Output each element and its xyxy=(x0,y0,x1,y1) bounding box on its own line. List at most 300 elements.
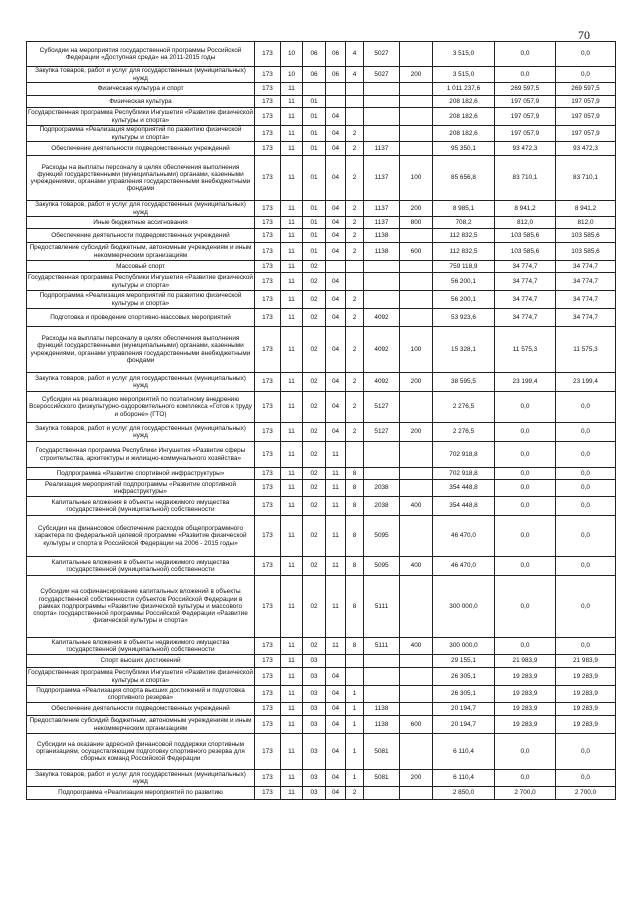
amount-2015-cell: 3 515,0 xyxy=(433,67,495,83)
item-name-cell: Закупка товаров, работ и услуг для государственных (муниципальных) нужд xyxy=(27,770,255,787)
subsection-code-cell: 01 xyxy=(303,96,326,108)
subsection-code-cell: 03 xyxy=(303,716,326,734)
amount-2015-cell: 2 276,5 xyxy=(433,423,495,442)
amount-2017-cell: 34 774,7 xyxy=(556,261,616,273)
table-row xyxy=(27,67,616,83)
ved-code-cell: 173 xyxy=(255,156,281,201)
ved-code-cell: 173 xyxy=(255,442,281,468)
direction-code-cell: 4092 xyxy=(364,309,400,327)
ved-code-cell: 173 xyxy=(255,126,281,142)
program-code-cell: 04 xyxy=(326,126,346,142)
ved-code-cell: 173 xyxy=(255,716,281,734)
expense-type-code-cell xyxy=(400,42,433,67)
table-row xyxy=(27,497,616,516)
section-code-cell: 11 xyxy=(281,668,303,686)
amount-2017-cell: 19 283,9 xyxy=(556,703,616,716)
direction-code-cell: 1137 xyxy=(364,142,400,156)
ved-code-cell: 173 xyxy=(255,261,281,273)
expense-type-code-cell xyxy=(400,96,433,108)
amount-2015-cell: 1 011 237,6 xyxy=(433,83,495,96)
subsection-code-cell: 06 xyxy=(303,42,326,67)
subprogram-code-cell: 1 xyxy=(346,734,364,770)
amount-2017-cell: 0,0 xyxy=(556,557,616,576)
expense-type-code-cell xyxy=(400,516,433,557)
table-row xyxy=(27,373,616,392)
item-name-cell: Массовый спорт xyxy=(27,261,255,273)
expense-type-code-cell xyxy=(400,142,433,156)
amount-2015-cell: 702 918,8 xyxy=(433,468,495,480)
expense-type-code-cell: 200 xyxy=(400,373,433,392)
table-row xyxy=(27,229,616,243)
ved-code-cell: 173 xyxy=(255,373,281,392)
amount-2016-cell: 0,0 xyxy=(495,67,556,83)
subsection-code-cell: 02 xyxy=(303,373,326,392)
amount-2015-cell: 6 110,4 xyxy=(433,770,495,787)
direction-code-cell: 1138 xyxy=(364,703,400,716)
section-code-cell: 11 xyxy=(281,291,303,309)
section-code-cell: 11 xyxy=(281,142,303,156)
direction-code-cell xyxy=(364,291,400,309)
amount-2015-cell: 2 850,0 xyxy=(433,787,495,800)
ved-code-cell: 173 xyxy=(255,243,281,261)
direction-code-cell: 1138 xyxy=(364,716,400,734)
subprogram-code-cell: 2 xyxy=(346,291,364,309)
ved-code-cell: 173 xyxy=(255,423,281,442)
item-name-cell: Расходы на выплаты персоналу в целях обеспечения выполнения функций государственными (муниципальными) органами, казенными учреждениями, органами управления государственными внебюджетными фондами xyxy=(27,156,255,201)
amount-2015-cell: 354 448,8 xyxy=(433,497,495,516)
item-name-cell: Капитальные вложения в объекты недвижимого имущества государственной (муниципальной) собственности xyxy=(27,638,255,655)
program-code-cell: 11 xyxy=(326,442,346,468)
table-row xyxy=(27,96,616,108)
section-code-cell: 11 xyxy=(281,716,303,734)
program-code-cell: 04 xyxy=(326,142,346,156)
amount-2017-cell: 0,0 xyxy=(556,480,616,497)
subprogram-code-cell: 8 xyxy=(346,638,364,655)
subsection-code-cell xyxy=(303,83,326,96)
table-row xyxy=(27,142,616,156)
table-row xyxy=(27,734,616,770)
item-name-cell: Предоставление субсидий бюджетным, автономным учреждениям и иным некоммерческим организациям xyxy=(27,716,255,734)
amount-2015-cell: 26 305,1 xyxy=(433,668,495,686)
direction-code-cell xyxy=(364,108,400,126)
direction-code-cell: 5095 xyxy=(364,557,400,576)
section-code-cell: 11 xyxy=(281,273,303,291)
amount-2016-cell: 103 585,6 xyxy=(495,229,556,243)
ved-code-cell: 173 xyxy=(255,468,281,480)
subsection-code-cell: 01 xyxy=(303,108,326,126)
table-row xyxy=(27,201,616,217)
subprogram-code-cell: 8 xyxy=(346,480,364,497)
amount-2016-cell: 0,0 xyxy=(495,497,556,516)
direction-code-cell xyxy=(364,655,400,668)
item-name-cell: Капитальные вложения в объекты недвижимого имущества государственной (муниципальной) собственности xyxy=(27,557,255,576)
amount-2016-cell: 8 941,2 xyxy=(495,201,556,217)
amount-2017-cell: 0,0 xyxy=(556,42,616,67)
subprogram-code-cell xyxy=(346,108,364,126)
expense-type-code-cell xyxy=(400,787,433,800)
subprogram-code-cell: 2 xyxy=(346,142,364,156)
item-name-cell: Подпрограмма «Развитие спортивной инфраструктуры» xyxy=(27,468,255,480)
program-code-cell: 06 xyxy=(326,67,346,83)
amount-2017-cell: 34 774,7 xyxy=(556,309,616,327)
subsection-code-cell: 02 xyxy=(303,442,326,468)
amount-2016-cell: 93 472,3 xyxy=(495,142,556,156)
table-row xyxy=(27,217,616,229)
amount-2016-cell: 83 710,1 xyxy=(495,156,556,201)
subprogram-code-cell: 8 xyxy=(346,557,364,576)
item-name-cell: Обеспечение деятельности подведомственных учреждений xyxy=(27,229,255,243)
subprogram-code-cell: 2 xyxy=(346,229,364,243)
expense-type-code-cell: 600 xyxy=(400,716,433,734)
section-code-cell: 11 xyxy=(281,108,303,126)
section-code-cell: 11 xyxy=(281,787,303,800)
subprogram-code-cell: 2 xyxy=(346,309,364,327)
program-code-cell: 04 xyxy=(326,770,346,787)
ved-code-cell: 173 xyxy=(255,392,281,423)
subprogram-code-cell xyxy=(346,668,364,686)
program-code-cell: 11 xyxy=(326,516,346,557)
amount-2015-cell: 56 200,1 xyxy=(433,273,495,291)
subsection-code-cell: 02 xyxy=(303,497,326,516)
direction-code-cell: 1137 xyxy=(364,156,400,201)
ved-code-cell: 173 xyxy=(255,576,281,638)
amount-2016-cell: 19 283,9 xyxy=(495,668,556,686)
amount-2017-cell: 0,0 xyxy=(556,67,616,83)
amount-2016-cell: 0,0 xyxy=(495,42,556,67)
expense-type-code-cell: 200 xyxy=(400,770,433,787)
subsection-code-cell: 02 xyxy=(303,468,326,480)
amount-2017-cell: 812,0 xyxy=(556,217,616,229)
ved-code-cell: 173 xyxy=(255,201,281,217)
direction-code-cell: 5081 xyxy=(364,770,400,787)
amount-2017-cell: 23 199,4 xyxy=(556,373,616,392)
subsection-code-cell: 03 xyxy=(303,668,326,686)
direction-code-cell: 1137 xyxy=(364,201,400,217)
section-code-cell: 11 xyxy=(281,126,303,142)
amount-2017-cell: 83 710,1 xyxy=(556,156,616,201)
program-code-cell: 11 xyxy=(326,638,346,655)
ved-code-cell: 173 xyxy=(255,703,281,716)
expense-type-code-cell: 400 xyxy=(400,497,433,516)
table-row xyxy=(27,655,616,668)
subsection-code-cell: 03 xyxy=(303,770,326,787)
subsection-code-cell: 01 xyxy=(303,229,326,243)
amount-2015-cell: 112 832,5 xyxy=(433,229,495,243)
subprogram-code-cell: 2 xyxy=(346,201,364,217)
item-name-cell: Субсидии на финансовое обеспечение расходов общепрограммного характера по федеральной целевой программе «Развитие физической культуры и спорта в Российской Федерации на 2006 - 2015 годы» xyxy=(27,516,255,557)
subsection-code-cell: 02 xyxy=(303,261,326,273)
program-code-cell: 04 xyxy=(326,423,346,442)
amount-2017-cell: 0,0 xyxy=(556,423,616,442)
direction-code-cell xyxy=(364,787,400,800)
amount-2017-cell: 0,0 xyxy=(556,497,616,516)
section-code-cell: 11 xyxy=(281,309,303,327)
amount-2015-cell: 759 118,9 xyxy=(433,261,495,273)
amount-2015-cell: 354 448,8 xyxy=(433,480,495,497)
direction-code-cell: 5111 xyxy=(364,638,400,655)
expense-type-code-cell xyxy=(400,392,433,423)
table-row xyxy=(27,261,616,273)
amount-2016-cell: 34 774,7 xyxy=(495,309,556,327)
amount-2015-cell: 46 470,0 xyxy=(433,557,495,576)
amount-2016-cell: 34 774,7 xyxy=(495,273,556,291)
item-name-cell: Государственная программа Республики Ингушетия «Развитие сферы строительства, архитектуры и жилищно-коммунального хозяйства» xyxy=(27,442,255,468)
amount-2015-cell: 708,2 xyxy=(433,217,495,229)
amount-2015-cell: 20 194,7 xyxy=(433,716,495,734)
program-code-cell: 04 xyxy=(326,108,346,126)
direction-code-cell: 2038 xyxy=(364,497,400,516)
item-name-cell: Закупка товаров, работ и услуг для государственных (муниципальных) нужд xyxy=(27,423,255,442)
subprogram-code-cell: 2 xyxy=(346,156,364,201)
direction-code-cell xyxy=(364,273,400,291)
subsection-code-cell: 02 xyxy=(303,327,326,373)
item-name-cell: Субсидии на оказание адресной финансовой поддержки спортивным организациям, осуществляющим подготовку спортивного резерва для сборных команд Российской Федерации xyxy=(27,734,255,770)
subprogram-code-cell xyxy=(346,655,364,668)
amount-2015-cell: 208 182,6 xyxy=(433,96,495,108)
table-row xyxy=(27,291,616,309)
ved-code-cell: 173 xyxy=(255,686,281,703)
table-row xyxy=(27,703,616,716)
amount-2016-cell: 0,0 xyxy=(495,468,556,480)
expense-type-code-cell xyxy=(400,686,433,703)
amount-2017-cell: 0,0 xyxy=(556,576,616,638)
item-name-cell: Государственная программа Республики Ингушетия «Развитие физической культуры и спорта» xyxy=(28,109,253,124)
ved-code-cell: 173 xyxy=(255,497,281,516)
ved-code-cell: 173 xyxy=(255,327,281,373)
program-code-cell: 04 xyxy=(326,217,346,229)
amount-2016-cell: 0,0 xyxy=(495,516,556,557)
subprogram-code-cell: 2 xyxy=(346,126,364,142)
item-name-cell: Подпрограмма «Реализация мероприятий по развитию xyxy=(27,787,255,800)
amount-2015-cell: 56 200,1 xyxy=(433,291,495,309)
program-code-cell: 04 xyxy=(326,373,346,392)
amount-2016-cell: 11 575,3 xyxy=(495,327,556,373)
subsection-code-cell: 03 xyxy=(303,655,326,668)
table-row xyxy=(27,423,616,442)
ved-code-cell: 173 xyxy=(255,557,281,576)
amount-2015-cell: 38 595,5 xyxy=(433,373,495,392)
section-code-cell: 11 xyxy=(281,96,303,108)
item-name-cell: Закупка товаров, работ и услуг для государственных (муниципальных) нужд xyxy=(27,373,255,392)
subprogram-code-cell: 2 xyxy=(346,423,364,442)
direction-code-cell: 4092 xyxy=(364,373,400,392)
item-name-cell: Подпрограмма «Реализация мероприятий по развитию физической культуры и спорта» xyxy=(27,126,255,142)
subsection-code-cell: 01 xyxy=(303,217,326,229)
item-name-cell: Закупка товаров, работ и услуг для государственных (муниципальных) нужд xyxy=(27,67,255,83)
item-name-cell: Реализация мероприятий подпрограммы «Развитие спортивной инфраструктуры» xyxy=(27,480,255,497)
item-name-cell: Физическая культура xyxy=(27,96,255,108)
program-code-cell xyxy=(326,83,346,96)
section-code-cell: 11 xyxy=(281,638,303,655)
program-code-cell: 04 xyxy=(326,668,346,686)
table-row xyxy=(27,156,616,201)
ved-code-cell: 173 xyxy=(255,309,281,327)
expense-type-code-cell: 200 xyxy=(400,201,433,217)
subprogram-code-cell: 2 xyxy=(346,373,364,392)
amount-2016-cell: 103 585,6 xyxy=(495,243,556,261)
subprogram-code-cell: 8 xyxy=(346,576,364,638)
subprogram-code-cell: 4 xyxy=(346,42,364,67)
subsection-code-cell: 02 xyxy=(303,309,326,327)
subsection-code-cell: 03 xyxy=(303,686,326,703)
amount-2017-cell: 11 575,3 xyxy=(556,327,616,373)
direction-code-cell: 4092 xyxy=(364,327,400,373)
expense-type-code-cell: 400 xyxy=(400,557,433,576)
expense-type-code-cell xyxy=(400,576,433,638)
amount-2015-cell: 3 515,0 xyxy=(433,42,495,67)
section-code-cell: 11 xyxy=(281,686,303,703)
section-code-cell: 11 xyxy=(281,497,303,516)
amount-2016-cell: 0,0 xyxy=(495,392,556,423)
direction-code-cell: 5081 xyxy=(364,734,400,770)
subsection-code-cell: 02 xyxy=(303,273,326,291)
table-row xyxy=(27,468,616,480)
subsection-code-cell: 02 xyxy=(303,576,326,638)
ved-code-cell: 173 xyxy=(255,217,281,229)
direction-code-cell: 5127 xyxy=(364,392,400,423)
amount-2016-cell: 0,0 xyxy=(495,734,556,770)
page-number: 70 xyxy=(578,28,590,42)
amount-2015-cell: 20 194,7 xyxy=(433,703,495,716)
section-code-cell: 11 xyxy=(281,373,303,392)
amount-2015-cell: 26 305,1 xyxy=(433,686,495,703)
section-code-cell: 11 xyxy=(281,261,303,273)
amount-2017-cell: 0,0 xyxy=(556,638,616,655)
amount-2015-cell: 702 918,8 xyxy=(433,442,495,468)
ved-code-cell: 173 xyxy=(255,655,281,668)
ved-code-cell: 173 xyxy=(255,516,281,557)
item-name-cell: Предоставление субсидий бюджетным, автономным учреждениям и иным некоммерческим организациям xyxy=(27,243,255,261)
amount-2016-cell: 34 774,7 xyxy=(495,261,556,273)
expense-type-code-cell: 600 xyxy=(400,243,433,261)
section-code-cell: 11 xyxy=(281,83,303,96)
table-row xyxy=(27,392,616,423)
ved-code-cell: 173 xyxy=(255,96,281,108)
section-code-cell: 11 xyxy=(281,734,303,770)
amount-2016-cell: 19 283,9 xyxy=(495,716,556,734)
table-row xyxy=(27,309,616,327)
direction-code-cell xyxy=(364,96,400,108)
item-name-cell: Подготовка и проведение спортивно-массовых мероприятий xyxy=(27,309,255,327)
program-code-cell: 11 xyxy=(326,480,346,497)
expense-type-code-cell xyxy=(400,83,433,96)
table-row xyxy=(27,243,616,261)
expense-type-code-cell xyxy=(400,480,433,497)
direction-code-cell: 5027 xyxy=(364,42,400,67)
amount-2015-cell: 300 000,0 xyxy=(433,638,495,655)
expense-type-code-cell xyxy=(400,126,433,142)
table-row xyxy=(27,686,616,703)
program-code-cell: 04 xyxy=(326,703,346,716)
amount-2016-cell: 19 283,9 xyxy=(495,686,556,703)
subsection-code-cell: 02 xyxy=(303,516,326,557)
amount-2017-cell: 0,0 xyxy=(556,516,616,557)
program-code-cell: 04 xyxy=(326,787,346,800)
expense-type-code-cell xyxy=(400,291,433,309)
direction-code-cell xyxy=(364,442,400,468)
amount-2017-cell: 21 983,9 xyxy=(556,655,616,668)
ved-code-cell: 173 xyxy=(255,108,281,126)
item-name-cell: Субсидии на реализацию мероприятий по поэтапному внедрению Всероссийского физкультурно-оздоровительного комплекса «Готов к труду и обороне» (ГТО) xyxy=(27,392,255,423)
subsection-code-cell: 03 xyxy=(303,734,326,770)
item-name-cell: Обеспечение деятельности подведомственных учреждений xyxy=(27,703,255,716)
program-code-cell: 11 xyxy=(326,576,346,638)
amount-2016-cell: 0,0 xyxy=(495,480,556,497)
subprogram-code-cell: 2 xyxy=(346,787,364,800)
item-name-cell: Расходы на выплаты персоналу в целях обеспечения выполнения функций государственными (муниципальными) органами, казенными учреждениями, органами управления государственными внебюджетными фондами xyxy=(27,327,255,373)
section-code-cell: 11 xyxy=(281,516,303,557)
subsection-code-cell: 03 xyxy=(303,787,326,800)
direction-code-cell xyxy=(364,126,400,142)
table-row xyxy=(27,480,616,497)
amount-2017-cell: 103 585,6 xyxy=(556,243,616,261)
amount-2016-cell: 19 283,9 xyxy=(495,703,556,716)
table-row xyxy=(27,126,616,142)
item-name-cell: Обеспечение деятельности подведомственных учреждений xyxy=(27,142,255,156)
subsection-code-cell: 02 xyxy=(303,638,326,655)
amount-2017-cell: 19 283,9 xyxy=(556,716,616,734)
amount-2016-cell: 197 057,9 xyxy=(495,96,556,108)
amount-2015-cell: 208 182,6 xyxy=(433,126,495,142)
subprogram-code-cell: 4 xyxy=(346,67,364,83)
expense-type-code-cell xyxy=(400,229,433,243)
table-row xyxy=(27,668,616,686)
amount-2015-cell: 2 276,5 xyxy=(433,392,495,423)
ved-code-cell: 173 xyxy=(255,638,281,655)
expense-type-code-cell xyxy=(400,442,433,468)
amount-2015-cell: 112 832,5 xyxy=(433,243,495,261)
section-code-cell: 11 xyxy=(281,229,303,243)
subsection-code-cell: 01 xyxy=(303,201,326,217)
amount-2016-cell: 21 983,9 xyxy=(495,655,556,668)
section-code-cell: 11 xyxy=(281,327,303,373)
expense-type-code-cell: 400 xyxy=(400,638,433,655)
subsection-code-cell: 01 xyxy=(303,243,326,261)
direction-code-cell xyxy=(364,686,400,703)
direction-code-cell xyxy=(364,468,400,480)
table-row xyxy=(27,42,616,67)
subprogram-code-cell xyxy=(346,261,364,273)
table-row xyxy=(27,327,616,373)
amount-2016-cell: 23 199,4 xyxy=(495,373,556,392)
table-row xyxy=(27,557,616,576)
direction-code-cell xyxy=(364,668,400,686)
section-code-cell: 11 xyxy=(281,655,303,668)
amount-2017-cell: 103 585,6 xyxy=(556,229,616,243)
program-code-cell: 04 xyxy=(326,309,346,327)
subsection-code-cell: 01 xyxy=(303,126,326,142)
section-code-cell: 11 xyxy=(281,770,303,787)
program-code-cell xyxy=(326,655,346,668)
amount-2016-cell: 269 597,5 xyxy=(495,83,556,96)
section-code-cell: 11 xyxy=(281,243,303,261)
item-name-cell: Капитальные вложения в объекты недвижимого имущества государственной (муниципальной) собственности xyxy=(27,497,255,516)
subsection-code-cell: 01 xyxy=(303,156,326,201)
subprogram-code-cell: 8 xyxy=(346,516,364,557)
amount-2017-cell: 34 774,7 xyxy=(556,291,616,309)
amount-2016-cell: 0,0 xyxy=(495,557,556,576)
ved-code-cell: 173 xyxy=(255,67,281,83)
amount-2015-cell: 85 656,8 xyxy=(433,156,495,201)
expense-type-code-cell xyxy=(400,703,433,716)
direction-code-cell: 1138 xyxy=(364,243,400,261)
subsection-code-cell: 06 xyxy=(303,67,326,83)
ved-code-cell: 173 xyxy=(255,83,281,96)
amount-2016-cell: 0,0 xyxy=(495,576,556,638)
section-code-cell: 11 xyxy=(281,392,303,423)
amount-2017-cell: 8 941,2 xyxy=(556,201,616,217)
budget-table xyxy=(26,41,616,800)
